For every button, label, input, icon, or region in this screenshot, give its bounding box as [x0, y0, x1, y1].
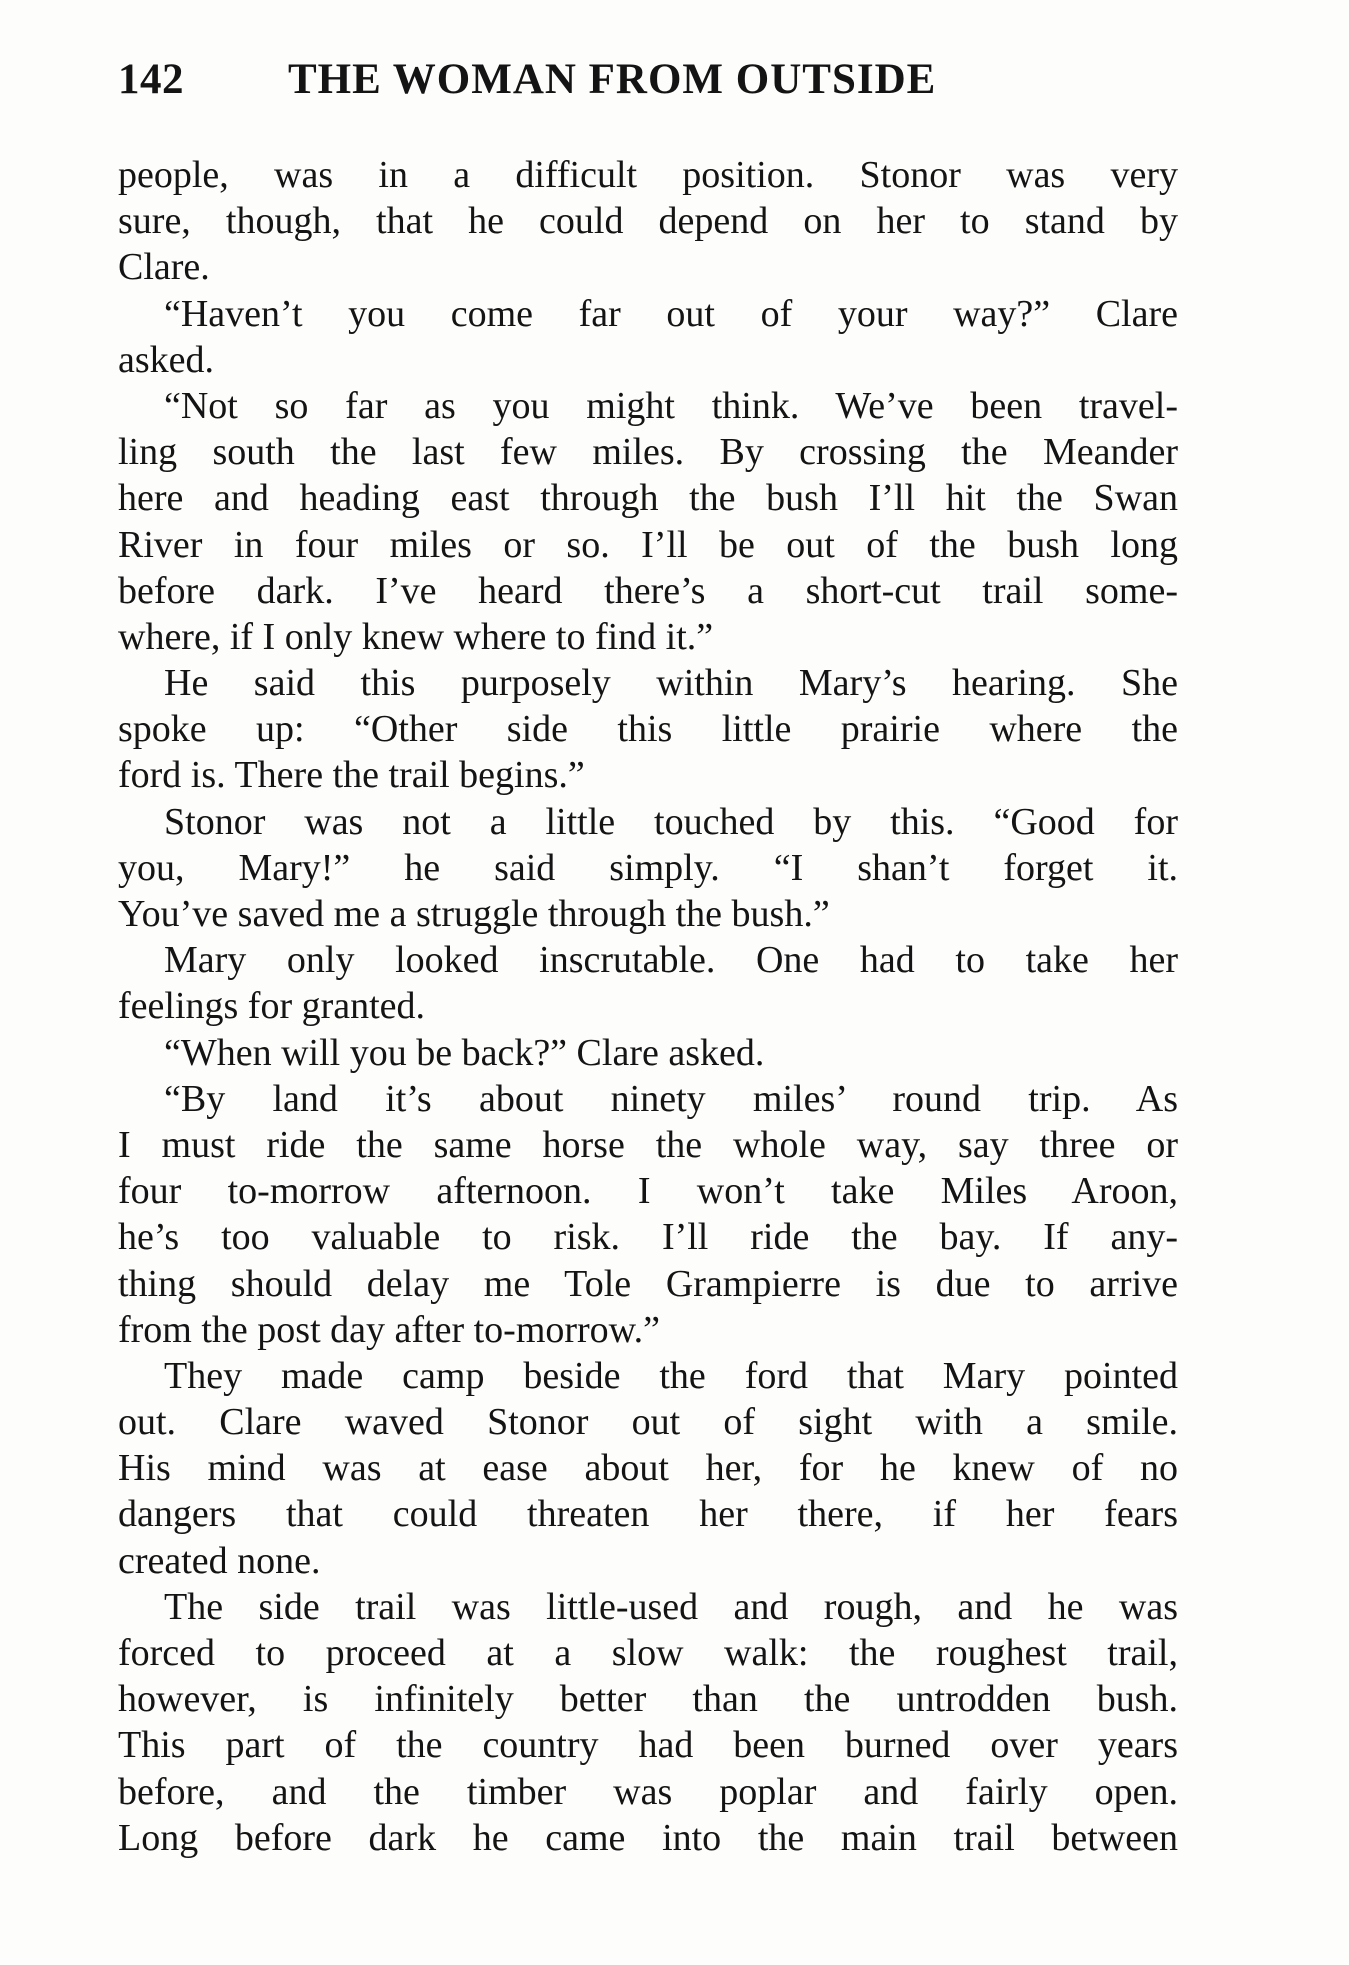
- text-line: here and heading east through the bush I’ll hit the Swan: [118, 477, 1178, 520]
- text-line: He said this purposely within Mary’s hearing. She: [164, 662, 1178, 705]
- text-line: You’ve saved me a struggle through the bush.”: [118, 893, 830, 935]
- running-title: THE WOMAN FROM OUTSIDE: [288, 56, 937, 103]
- text-line: people, was in a difficult position. Stonor was very: [118, 154, 1178, 196]
- text-line: His mind was at ease about her, for he knew of no: [118, 1447, 1178, 1490]
- text-line: forced to proceed at a slow walk: the roughest trail,: [118, 1632, 1178, 1674]
- text-line: ling south the last few miles. By crossing the Meander: [118, 431, 1178, 474]
- text-line: asked.: [118, 338, 215, 381]
- text-line: Clare.: [118, 246, 210, 289]
- text-line: he’s too valuable to risk. I’ll ride the bay. If any-: [118, 1216, 1178, 1259]
- text-line: before, and the timber was poplar and fairly open.: [118, 1770, 1178, 1813]
- page-header: [118, 54, 1178, 106]
- text-line: you, Mary!” he said simply. “I shan’t forget it.: [118, 846, 1178, 889]
- text-line: four to-morrow afternoon. I won’t take Miles Aroon,: [118, 1170, 1178, 1213]
- text-line: Long before dark he came into the main trail between: [118, 1816, 1178, 1859]
- page-number: 142: [118, 56, 184, 103]
- text-line: however, is infinitely better than the untrodden bush.: [118, 1678, 1178, 1721]
- text-line: before dark. I’ve heard there’s a short-cut trail some-: [118, 569, 1178, 612]
- text-line: “When will you be back?” Clare asked.: [164, 1031, 765, 1074]
- text-line: created none.: [118, 1539, 321, 1582]
- text-line: Stonor was not a little touched by this. “Good for: [164, 800, 1178, 843]
- text-line: “Not so far as you might think. We’ve been travel-: [164, 384, 1178, 427]
- text-line: I must ride the same horse the whole way, say three or: [118, 1123, 1178, 1166]
- text-line: Mary only looked inscrutable. One had to take her: [164, 939, 1178, 982]
- text-line: thing should delay me Tole Grampierre is due to arrive: [118, 1262, 1178, 1305]
- text-line: River in four miles or so. I’ll be out of the bush long: [118, 523, 1178, 566]
- text-line: dangers that could threaten her there, if her fears: [118, 1493, 1178, 1536]
- text-line: sure, though, that he could depend on her to stand by: [118, 200, 1178, 243]
- text-line: This part of the country had been burned over years: [118, 1724, 1178, 1767]
- text-line: from the post day after to-morrow.”: [118, 1308, 661, 1351]
- text-line: where, if I only knew where to find it.”: [118, 615, 714, 658]
- text-line: out. Clare waved Stonor out of sight with a smile.: [118, 1401, 1178, 1444]
- body-text: [118, 152, 1178, 1861]
- text-line: ford is. There the trail begins.”: [118, 754, 585, 797]
- text-line: feelings for granted.: [118, 985, 426, 1028]
- text-line: They made camp beside the ford that Mary pointed: [164, 1354, 1178, 1397]
- text-line: “Haven’t you come far out of your way?” Clare: [164, 292, 1178, 335]
- text-line: spoke up: “Other side this little prairie where the: [118, 708, 1178, 751]
- text-line: “By land it’s about ninety miles’ round trip. As: [164, 1077, 1178, 1120]
- text-line: The side trail was little-used and rough, and he was: [164, 1585, 1178, 1628]
